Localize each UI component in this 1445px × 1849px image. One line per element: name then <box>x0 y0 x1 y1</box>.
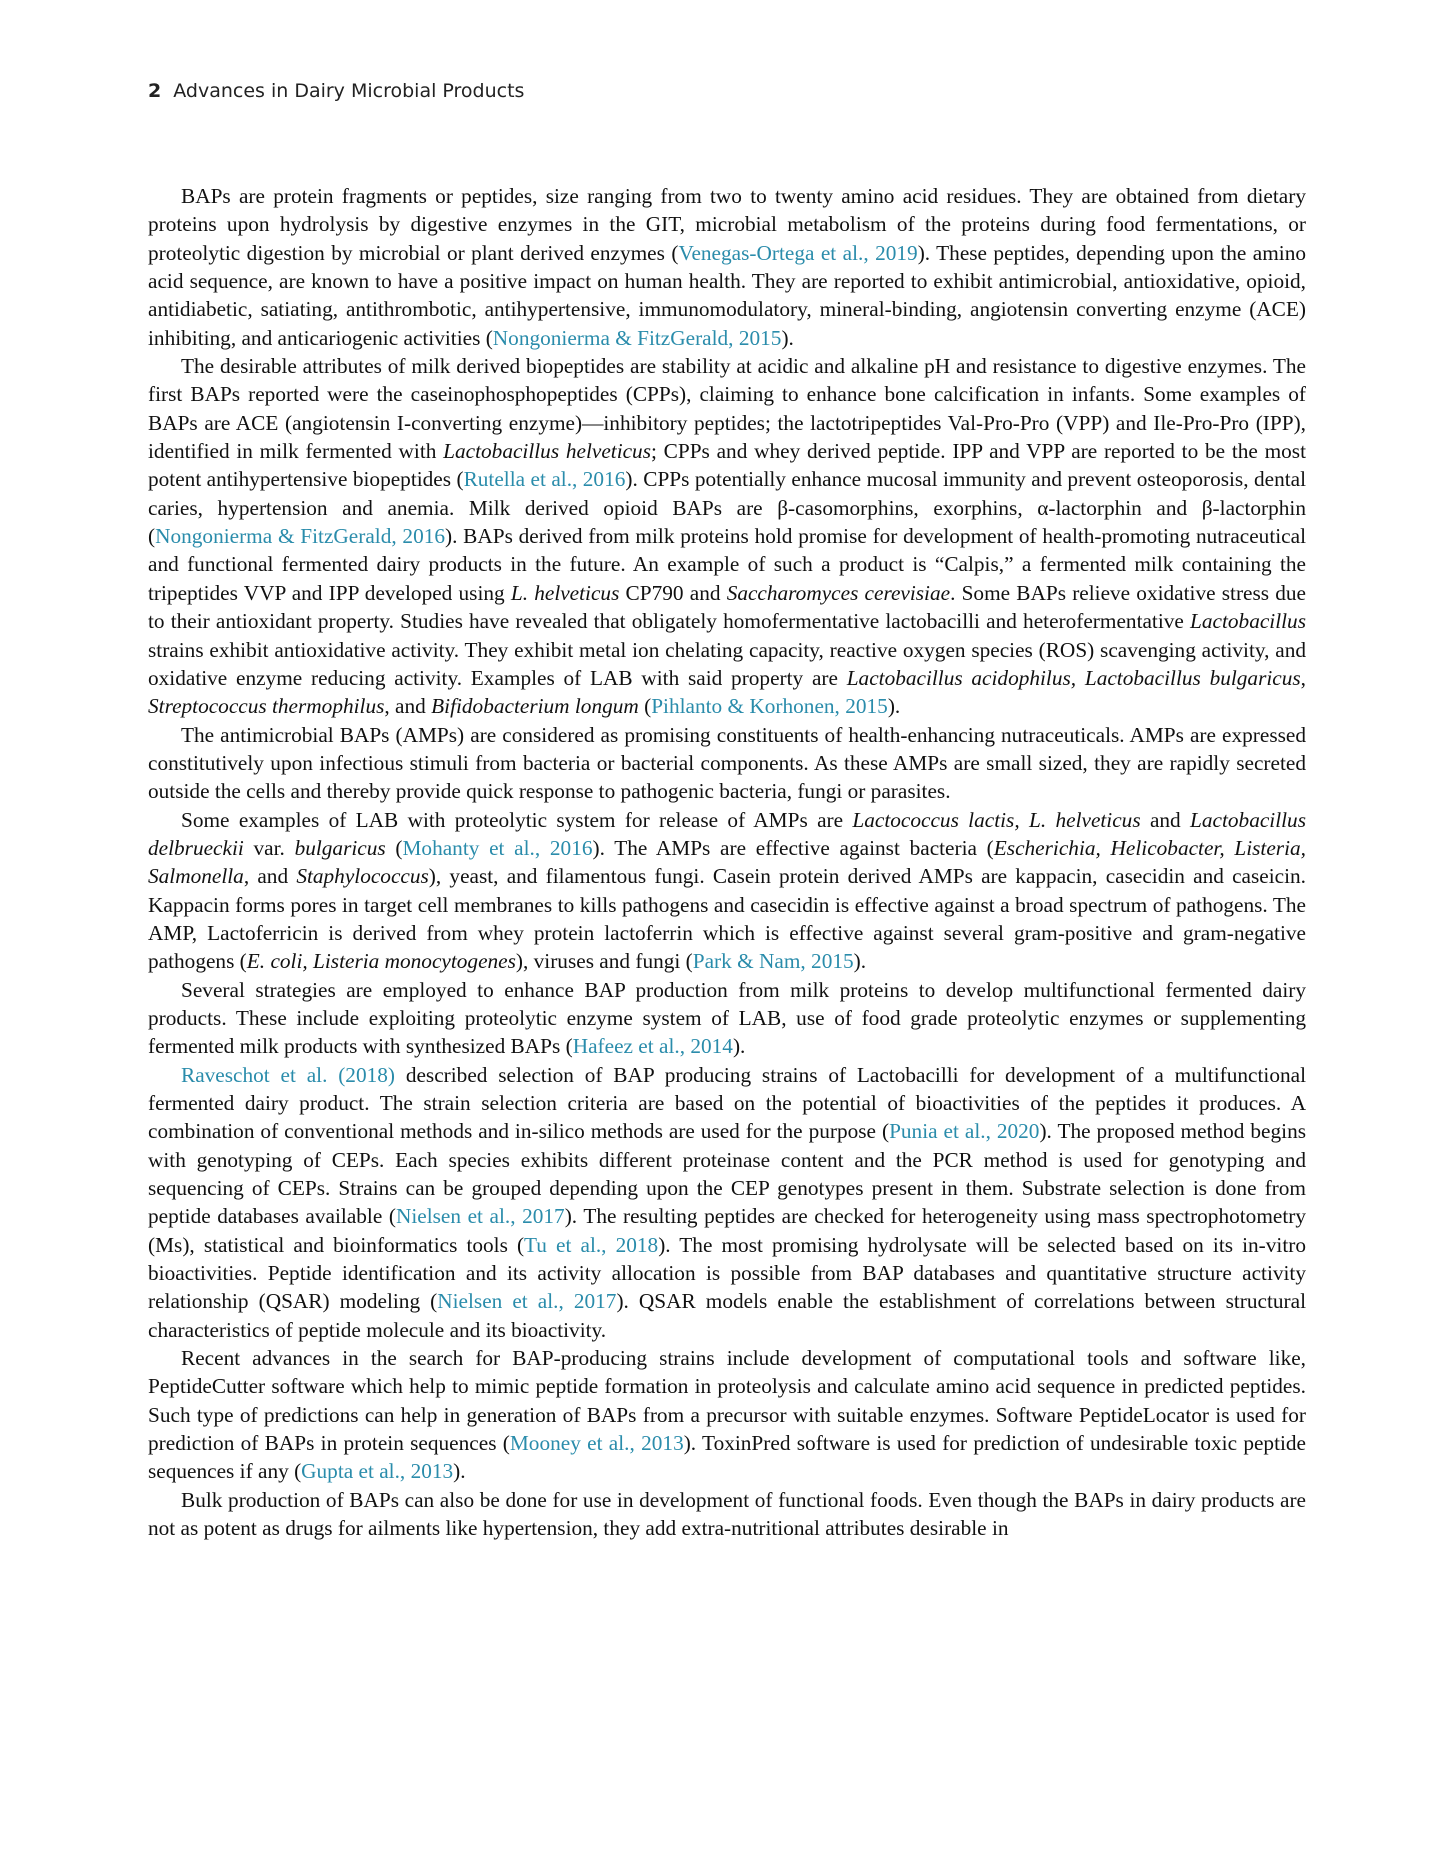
italic-term: Streptococcus thermophilus <box>148 694 385 719</box>
italic-term: L. helveticus <box>510 580 620 605</box>
text-run: ). <box>887 694 901 719</box>
text-run: var. <box>243 835 295 860</box>
citation-link[interactable]: Park & Nam, 2015 <box>692 949 854 974</box>
citation-link[interactable]: Raveschot et al. (2018) <box>181 1062 395 1087</box>
paragraph <box>148 806 1306 976</box>
text-run: ). The most promising hydrolysate will be selected based on its in-vitro bioactivities. Peptide identification and its activity allocation is possible from BAP databases and quantitative structure activity relationship (QSAR) modeling ( <box>148 1232 1306 1314</box>
page-number: 2 <box>148 80 162 102</box>
paragraph <box>148 1061 1306 1344</box>
text-run: ). CPPs potentially enhance mucosal immunity and prevent osteoporosis, dental caries, hypertension and anemia. Milk derived opioid BAPs are β-casomorphins, exorphins, α-lactorphin and β-lactorphin ( <box>148 467 1307 549</box>
citation-link[interactable]: Mooney et al., 2013 <box>509 1431 684 1456</box>
italic-term: E. coli, Listeria monocytogenes <box>246 949 516 974</box>
citation-link[interactable]: Nielsen et al., 2017 <box>395 1204 565 1229</box>
citation-link[interactable]: Rutella et al., 2016 <box>463 467 626 492</box>
citation-link[interactable]: Pihlanto & Korhonen, 2015 <box>651 694 888 719</box>
text-run: , <box>1300 665 1306 690</box>
text-run: ), yeast, and filamentous fungi. Casein protein derived AMPs are kappacin, casecidin and caseicin. Kappacin forms pores in target cell membranes to kills pathogens and casecidin is effective against a broad spectrum of pathogens. The AMP, Lactoferricin is derived from whey protein lactoferrin which is effective against several gram-positive and gram-negative pathogens ( <box>148 864 1306 974</box>
text-run: ). <box>453 1459 466 1484</box>
paragraph <box>148 1344 1306 1486</box>
text-run: . Some BAPs relieve oxidative stress due to their antioxidant property. Studies have revealed that obligately homofermentative lactobacilli and heterofermentative <box>148 580 1307 634</box>
running-header <box>148 80 524 102</box>
text-run: ). The proposed method begins with genotyping of CEPs. Each species exhibits different proteinase content and the PCR method is used for genotyping and sequencing of CEPs. Strains can be grouped depending upon the CEP genotypes present in them. Substrate selection is done from peptide databases available ( <box>148 1119 1307 1229</box>
citation-link[interactable]: Venegas-Ortega et al., 2019 <box>678 240 918 265</box>
text-run: Recent advances in the search for BAP-producing strains include development of computational tools and software like, PeptideCutter software which help to mimic peptide formation in proteolysis and calculate amino acid sequence in predicted peptides. Such type of predictions can help in generation of BAPs from a precursor with suitable enzymes. Software PeptideLocator is used for prediction of BAPs in protein sequences ( <box>148 1346 1306 1456</box>
italic-term: Staphylococcus <box>296 864 429 889</box>
text-run: Some examples of LAB with proteolytic system for release of AMPs are <box>181 807 853 832</box>
text-run: The antimicrobial BAPs (AMPs) are considered as promising constituents of health-enhancing nutraceuticals. AMPs are expressed constitutively upon infectious stimuli from bacteria or bacterial components. As these AMPs are small sized, they are rapidly secreted outside the cells and thereby provide quick response to pathogenic bacteria, fungi or parasites. <box>148 722 1306 804</box>
italic-term: Lactobacillus helveticus <box>443 439 651 464</box>
italic-term: Lactobacillus acidophilus, Lactobacillus bulgaricus <box>846 665 1301 690</box>
text-run: and <box>1140 807 1191 832</box>
text-run: ( <box>385 835 403 860</box>
text-run: strains exhibit antioxidative activity. They exhibit metal ion chelating capacity, reactive oxygen species (ROS) scavenging activity, and oxidative enzyme reducing activity. Examples of LAB with said property are <box>148 637 1306 690</box>
text-run: , and <box>384 694 432 719</box>
text-run: ). <box>781 325 794 350</box>
citation-link[interactable]: Tu et al., 2018 <box>524 1232 659 1257</box>
citation-link[interactable]: Nongonierma & FitzGerald, 2016 <box>155 524 446 549</box>
text-run: ; CPPs and whey derived peptide. IPP and VPP are reported to be the most potent antihypertensive biopeptides ( <box>148 439 1306 492</box>
body-text <box>148 182 1306 1543</box>
citation-link[interactable]: Gupta et al., 2013 <box>301 1459 454 1484</box>
text-run: ). BAPs derived from milk proteins hold promise for development of health-promoting nutraceutical and functional fermented dairy products in the future. An example of such a product is “Calpis,” a fermented milk containing the tripeptides VVP and IPP developed using <box>148 524 1306 605</box>
text-run: Bulk production of BAPs can also be done for use in development of functional foods. Even though the BAPs in dairy products are not as potent as drugs for ailments like hypertension, they add extra-nutritional attributes desirable in <box>148 1487 1306 1541</box>
italic-term: Lactobacillus delbrueckii <box>148 807 1306 860</box>
text-run: ). These peptides, depending upon the amino acid sequence, are known to have a positive impact on human health. They are reported to exhibit antimicrobial, antioxidative, opioid, antidiabetic, satiating, antithrombotic, antihypertensive, immunomodulatory, mineral-binding, angiotensin converting enzyme (ACE) inhibiting, and anticariogenic activities ( <box>148 240 1306 350</box>
citation-link[interactable]: Punia et al., 2020 <box>889 1119 1040 1144</box>
italic-term: bulgaricus <box>294 835 386 860</box>
citation-link[interactable]: Mohanty et al., 2016 <box>402 835 593 860</box>
book-title: Advances in Dairy Microbial Products <box>173 80 525 102</box>
citation-link[interactable]: Hafeez et al., 2014 <box>572 1034 733 1059</box>
text-run: ). QSAR models enable the establishment of correlations between structural characteristics of peptide molecule and its bioactivity. <box>148 1289 1306 1342</box>
text-run: ). ToxinPred software is used for prediction of undesirable toxic peptide sequences if any ( <box>148 1431 1307 1484</box>
text-run: , and <box>243 864 297 889</box>
italic-term: Escherichia, Helicobacter, Listeria, Salmonella <box>148 835 1306 889</box>
text-run: described selection of BAP producing strains of Lactobacilli for development of a multifunctional fermented dairy product. The strain selection criteria are based on the potential of bioactivities of the peptides it produces. A combination of conventional methods and in-silico methods are used for the purpose ( <box>148 1062 1306 1144</box>
text-run: Several strategies are employed to enhance BAP production from milk proteins to develop multifunctional fermented dairy products. These include exploiting proteolytic enzyme system of LAB, use of food grade proteolytic enzymes or supplementing fermented milk products with synthesized BAPs ( <box>148 977 1306 1059</box>
citation-link[interactable]: Nongonierma & FitzGerald, 2015 <box>492 325 782 350</box>
text-run: ), viruses and fungi ( <box>515 949 693 974</box>
text-run: The desirable attributes of milk derived biopeptides are stability at acidic and alkaline pH and resistance to digestive enzymes. The first BAPs reported were the caseinophosphopeptides (CPPs), claiming to enhance bone calcification in infants. Some examples of BAPs are ACE (angiotensin I-converting enzyme)—inhibitory peptides; the lactotripeptides Val-Pro-Pro (VPP) and Ile-Pro-Pro (IPP), identified in milk fermented with <box>148 354 1306 464</box>
paragraph <box>148 976 1306 1061</box>
text-run: ). <box>732 1034 746 1059</box>
italic-term: Lactobacillus <box>1190 609 1306 634</box>
italic-term: Bifidobacterium longum <box>431 694 639 719</box>
paragraph <box>148 721 1306 806</box>
paragraph <box>148 352 1306 720</box>
citation-link[interactable]: Nielsen et al., 2017 <box>437 1289 617 1314</box>
text-run: ). The resulting peptides are checked for heterogeneity using mass spectrophotometry (Ms), statistical and bioinformatics tools ( <box>148 1204 1306 1257</box>
paragraph <box>148 1486 1306 1543</box>
text-run: ( <box>638 694 652 719</box>
text-run: ). <box>853 949 867 974</box>
italic-term: Saccharomyces cerevisiae <box>726 580 951 605</box>
text-run: BAPs are protein fragments or peptides, size ranging from two to twenty amino acid residues. They are obtained from dietary proteins upon hydrolysis by digestive enzymes in the GIT, microbial metabolism of the proteins during food fermentations, or proteolytic digestion by microbial or plant derived enzymes ( <box>148 184 1306 265</box>
text-run: ). The AMPs are effective against bacteria ( <box>592 835 994 860</box>
text-run: CP790 and <box>619 580 727 605</box>
paragraph <box>148 182 1306 352</box>
italic-term: Lactococcus lactis, L. helveticus <box>852 807 1141 832</box>
